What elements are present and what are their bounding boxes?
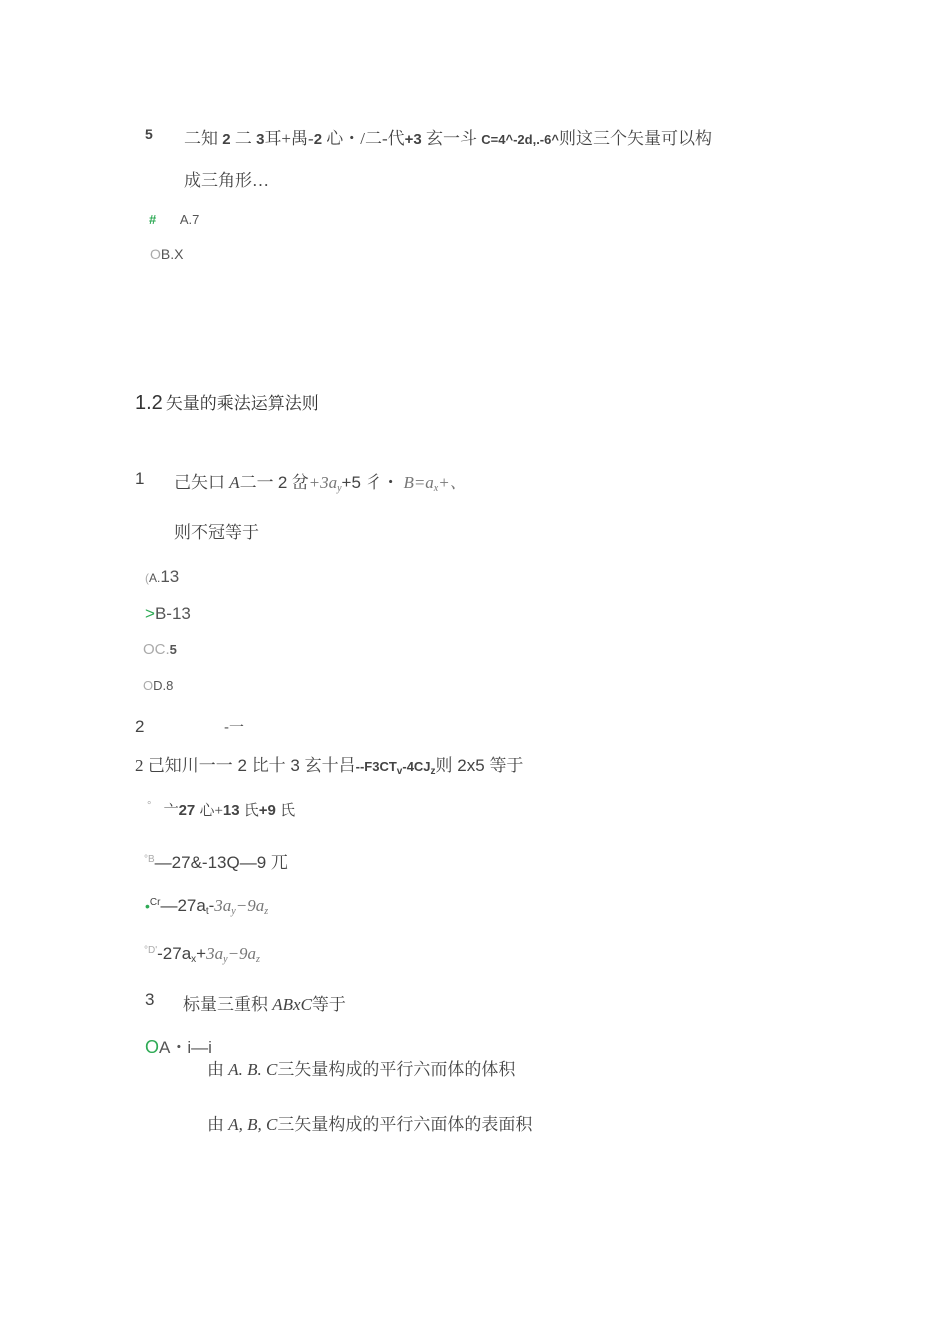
stem-text: 2 [313,131,323,148]
subscript: x [433,483,439,494]
section-title: 矢量的乘法运算法则 [165,394,319,413]
stem-text: -一 [224,719,244,736]
question-number: 1 [135,469,145,488]
radio-icon: O [150,246,161,262]
stem-text: 二 [234,129,252,148]
option-a-value: 13 [160,567,180,586]
selected-marker-icon: # [149,212,157,227]
question-number: 2 [135,717,145,736]
subscript: v [396,766,403,777]
option-text: 亠 [163,803,179,819]
option-a-row[interactable] [149,212,199,227]
stem-text: 标量三重积 [183,995,268,1014]
option-text: +9 [258,802,276,819]
option-text: -27a [157,944,192,963]
subscript: z [256,954,260,965]
option-b-label: B.X [160,246,184,262]
selected-marker-icon: • [145,898,150,914]
option-c-row[interactable] [207,1110,532,1135]
option-d-row[interactable] [143,678,173,693]
stem-text: 己矢口 [174,473,225,492]
radio-icon: °B [144,854,155,865]
subscript: x [191,954,197,965]
stem-text: 玄十吕 [304,756,356,775]
stem-text: 二知 [184,129,218,148]
option-text: 兀 [270,853,288,872]
option-text: −9a [227,944,257,963]
stem-text: 2 [237,756,247,775]
option-text: —27&-13Q—9 [154,853,267,872]
option-c-label: C. [154,641,170,658]
stem-text: 3 [290,756,300,775]
option-c-value: 5 [169,642,177,657]
question-5-stem-line2: 成三角形… [184,171,269,190]
subscript: z [430,766,436,777]
subscript: t [205,906,209,917]
option-text: 心+ [199,803,223,819]
option-text: 由 [207,1115,224,1134]
option-text: 氏 [280,803,296,819]
subscript: y [223,954,228,965]
option-text: - [208,896,215,915]
option-c-row[interactable] [145,896,268,917]
stem-text: -4CJ [402,759,431,774]
option-b-label: B-13 [154,604,191,623]
stem-text: 2 己知川一一 [135,756,233,775]
option-text: 三矢量构成的平行六而体的体积 [277,1060,516,1079]
radio-icon: O [143,678,154,693]
section-number: 1.2 [135,392,163,414]
question-number: 3 [145,990,155,1009]
question-1-stem-line2: 则不冠等于 [174,523,259,542]
stem-text: +3a [308,473,338,492]
option-text: 27 [178,802,196,819]
option-d-row[interactable] [144,944,260,965]
stem-text: 则这三个矢量可以构 [558,129,712,148]
radio-icon: ° [147,800,152,812]
stem-text: 则 [435,756,453,775]
question-5-stem [184,124,712,149]
stem-text: 彳・ [365,473,400,492]
stem-text: 比十 [251,756,286,775]
option-a-label: A. [149,571,161,585]
stem-text: 等于 [489,756,524,775]
option-text: 3a [206,944,224,963]
stem-text: 二一 [239,473,274,492]
stem-text: +5 [341,473,361,492]
question-3-stem [183,990,346,1015]
option-d-label: D.8 [153,678,174,693]
stem-text: +、 [438,473,467,492]
stem-text: ABxC [272,995,312,1014]
question-number: 5 [145,126,153,142]
section-heading [135,389,319,415]
stem-text: 心・/二-代 [326,129,405,148]
stem-text: 2x5 [457,756,485,775]
selected-marker-icon: > [145,604,155,623]
option-text: A. B. C [228,1060,278,1079]
subscript: z [264,906,269,917]
option-c-row[interactable] [143,641,177,658]
stem-text: 2 [277,473,288,492]
option-b-row[interactable] [145,604,191,624]
option-text: A, B, C [228,1115,278,1134]
option-text: 13 [222,802,240,819]
question-1-stem [174,468,467,494]
option-a-label: A.7 [179,212,200,227]
radio-icon: °D' [144,945,158,956]
radio-icon: ( [145,571,149,585]
stem-text: A [229,473,240,492]
stem-text: 耳+禺- [264,129,314,148]
subscript: y [231,906,236,917]
option-b-row[interactable] [144,848,288,873]
stem-text: 等于 [311,995,346,1014]
question-2-stem [135,751,523,777]
option-a-row[interactable] [147,799,295,820]
stem-text: 玄一斗 [426,129,478,148]
selected-marker-icon: O [145,1037,160,1057]
option-text: —27a [160,896,206,915]
option-a-row[interactable] [145,1033,212,1058]
option-text: + [196,944,207,963]
stem-text: 岔 [291,473,309,492]
option-a-label: A・i—i [159,1038,212,1057]
question-5 [145,126,153,144]
subscript: y [337,483,342,494]
option-text: −9a [235,896,265,915]
option-text: 氏 [243,803,259,819]
option-text: 3a [214,896,232,915]
radio-icon: O [143,641,155,658]
option-a-row[interactable] [145,567,179,587]
option-b-row[interactable] [207,1055,515,1080]
option-text: 由 [207,1060,224,1079]
option-text: 三矢量构成的平行六面体的表面积 [277,1115,533,1134]
stem-text: 3 [256,131,265,148]
stem-text: C=4^-2d,.-6^ [481,132,559,147]
stem-text: 2 [222,131,231,148]
option-b-row[interactable] [150,246,183,262]
stem-text: +3 [404,131,422,148]
stem-text: B=a [403,473,434,492]
stem-text: --F3CT [355,759,397,774]
option-c-label: Cr [149,897,161,908]
